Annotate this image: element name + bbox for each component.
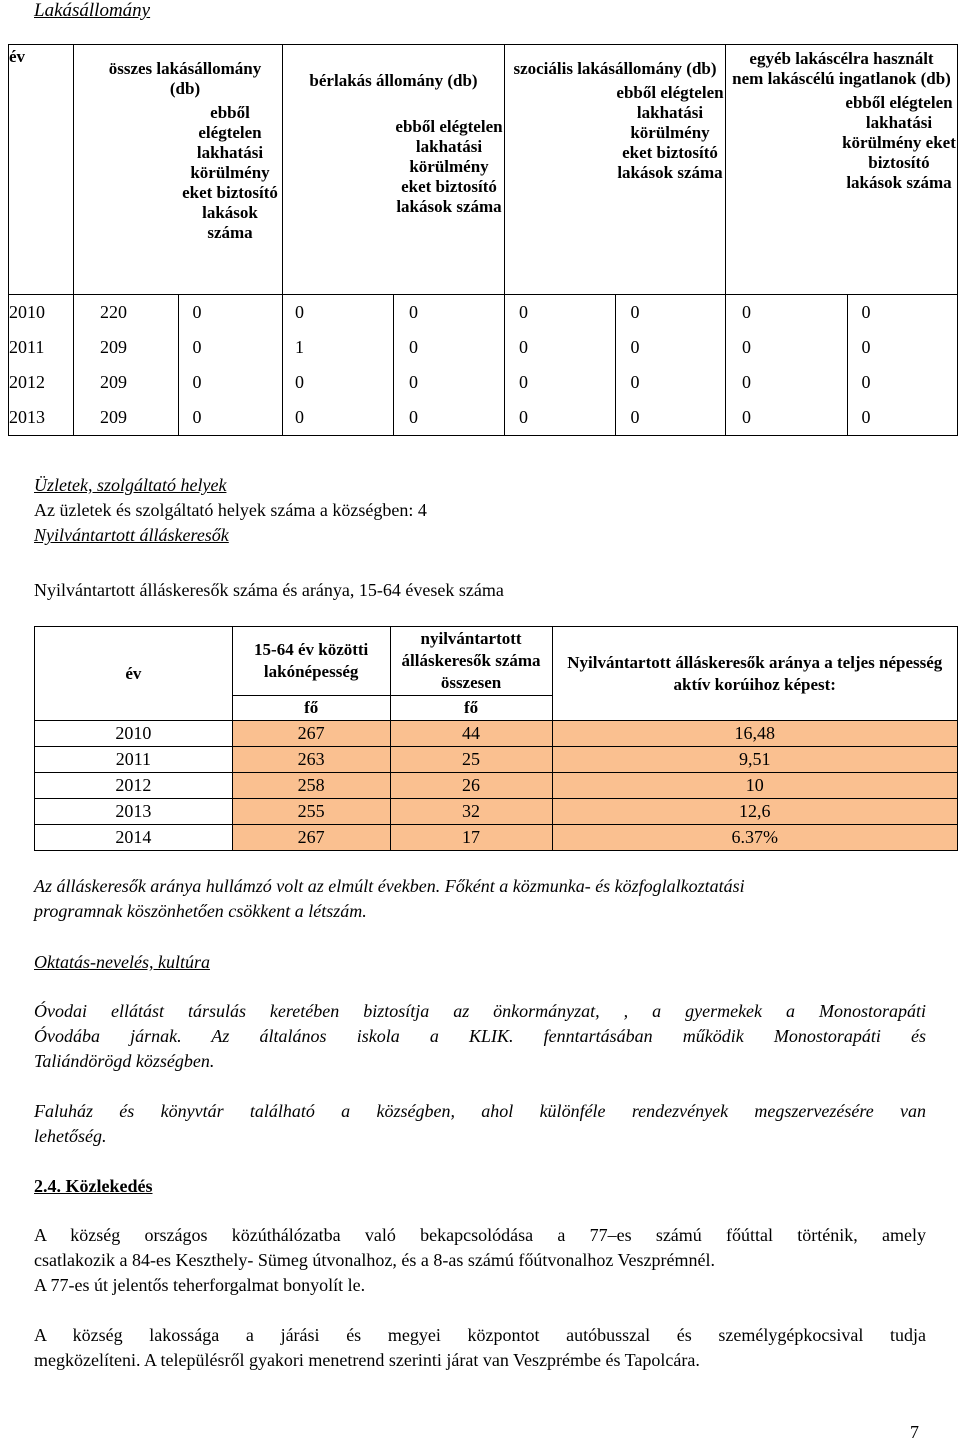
jobless-note-line2: programnak köszönhetően csökkent a létszám. [34,901,367,921]
transport-p2-line1: A község lakossága a járási és megyei központot autóbusszal és személygépkocsival tudja [34,1325,926,1345]
cell: 6.37% [552,825,958,851]
housing-header-total-sub: ebből elégtelen lakhatási körülmény eket biztosító lakások száma [182,103,278,242]
education-p2-line2: lehetőség. [34,1126,107,1146]
housing-header-other: egyéb lakáscélra használt nem lakáscélú ingatlanok (db) [732,49,951,88]
cell: 0 [178,365,283,400]
jobless-note-line1: Az álláskeresők aránya hullámzó volt az elmúlt években. Főként a közmunka- és közfoglalkoztatási [34,876,745,896]
jobless-unit-count: fő [390,696,552,721]
cell: 9,51 [552,747,958,773]
cell: 0 [615,365,726,400]
cell: 0 [505,330,616,365]
housing-header-rental-sub: ebből elégtelen lakhatási körülmény eket biztosító lakások száma [395,117,503,216]
cell: 258 [232,773,390,799]
cell: 32 [390,799,552,825]
cell: 25 [390,747,552,773]
cell: 10 [552,773,958,799]
cell: 0 [505,400,616,436]
education-p1-line1: Óvodai ellátást társulás keretében biztosítja az önkormányzat, , a gyermekek a Monostorapáti [34,1001,926,1021]
cell: 0 [394,295,505,331]
cell: 2013 [9,400,74,436]
cell: 263 [232,747,390,773]
housing-header-other-sub: ebből elégtelen lakhatási körülmény eket biztosító lakások száma [842,93,956,192]
cell: 44 [390,721,552,747]
cell: 0 [394,365,505,400]
housing-header-social-sub: ebből elégtelen lakhatási körülmény eket biztosító lakások száma [616,83,724,182]
education-p1-line3: Taliándörögd községben. [34,1051,215,1071]
cell: 0 [178,295,283,331]
cell: 209 [74,365,179,400]
transport-p1-line1: A község országos közúthálózatba való bekapcsolódása a 77–es számú főúttal történik, amely [34,1225,926,1245]
cell: 0 [283,365,394,400]
cell: 255 [232,799,390,825]
shops-section-title: Üzletek, szolgáltató helyek [34,475,227,495]
transport-section-title: 2.4. Közlekedés [34,1176,153,1196]
transport-p1-line2: csatlakozik a 84-es Keszthely- Sümeg útvonalhoz, és a 8-as számú főútvonalhoz Veszprémnél. [34,1250,715,1270]
cell: 0 [394,400,505,436]
cell: 17 [390,825,552,851]
cell: 2013 [35,799,233,825]
housing-row-2012 [9,365,958,400]
cell: 1 [283,330,394,365]
housing-header-total: összes lakásállomány (db) [108,59,262,98]
cell: 2012 [9,365,74,400]
jobless-header-ratio: Nyilvántartott álláskeresők aránya a teljes népesség aktív korúihoz képest: [552,627,958,721]
cell: 2010 [35,721,233,747]
cell: 0 [615,330,726,365]
cell: 0 [505,295,616,331]
jobless-header-count: nyilvántartott álláskeresők száma összesen [390,627,552,696]
cell: 267 [232,825,390,851]
cell: 267 [232,721,390,747]
cell: 209 [74,330,179,365]
cell: 0 [726,400,848,436]
cell: 0 [726,295,848,331]
cell: 26 [390,773,552,799]
housing-row-2010 [9,295,958,331]
jobless-section-title: Nyilvántartott álláskeresők [34,525,229,545]
jobless-header-pop: 15-64 év közötti lakónépesség [232,627,390,696]
cell: 0 [847,330,957,365]
cell: 0 [394,330,505,365]
housing-header-year: év [9,47,26,66]
transport-p1-line3: A 77-es út jelentős teherforgalmat bonyolít le. [34,1275,366,1295]
jobless-row-2012 [35,773,958,799]
housing-row-2013 [9,400,958,436]
jobless-unit-pop: fő [232,696,390,721]
cell: 0 [847,295,957,331]
jobless-row-2010 [35,721,958,747]
cell: 0 [615,400,726,436]
jobless-header-row [35,627,958,696]
shops-count-text: Az üzletek és szolgáltató helyek száma a községben: 4 [34,500,427,520]
cell: 2012 [35,773,233,799]
page-number: 7 [910,1422,919,1442]
education-p2-line1: Faluház és könyvtár található a községben, ahol különféle rendezvények megszervezésére van [34,1101,926,1121]
cell: 2011 [35,747,233,773]
housing-header-social: szociális lakásállomány (db) [513,59,717,78]
transport-p2-line2: megközelíteni. A településről gyakori menetrend szerinti járat van Veszprémbe és Tapolcára. [34,1350,700,1370]
cell: 0 [283,295,394,331]
education-section-title: Oktatás-nevelés, kultúra [34,952,210,972]
cell: 2011 [9,330,74,365]
cell: 209 [74,400,179,436]
cell: 2014 [35,825,233,851]
cell: 0 [505,365,616,400]
jobless-header-year: év [35,627,233,721]
housing-header-row [9,45,958,295]
jobless-row-2013 [35,799,958,825]
jobless-row-2014 [35,825,958,851]
cell: 0 [615,295,726,331]
housing-section-title: Lakásállomány [34,0,151,21]
cell: 16,48 [552,721,958,747]
education-p1-line2: Óvodába járnak. Az általános iskola a KLIK. fenntartásában működik Monostorapáti és [34,1026,926,1046]
cell: 0 [847,365,957,400]
cell: 12,6 [552,799,958,825]
cell: 0 [847,400,957,436]
jobless-table [34,626,958,851]
cell: 0 [726,330,848,365]
jobless-row-2011 [35,747,958,773]
cell: 0 [178,400,283,436]
cell: 0 [726,365,848,400]
housing-header-rental: bérlakás állomány (db) [309,71,478,90]
cell: 0 [178,330,283,365]
cell: 2010 [9,295,74,331]
cell: 220 [74,295,179,331]
cell: 0 [283,400,394,436]
housing-row-2011 [9,330,958,365]
jobless-caption: Nyilvántartott álláskeresők száma és aránya, 15-64 évesek száma [34,580,504,600]
housing-table [8,44,958,436]
